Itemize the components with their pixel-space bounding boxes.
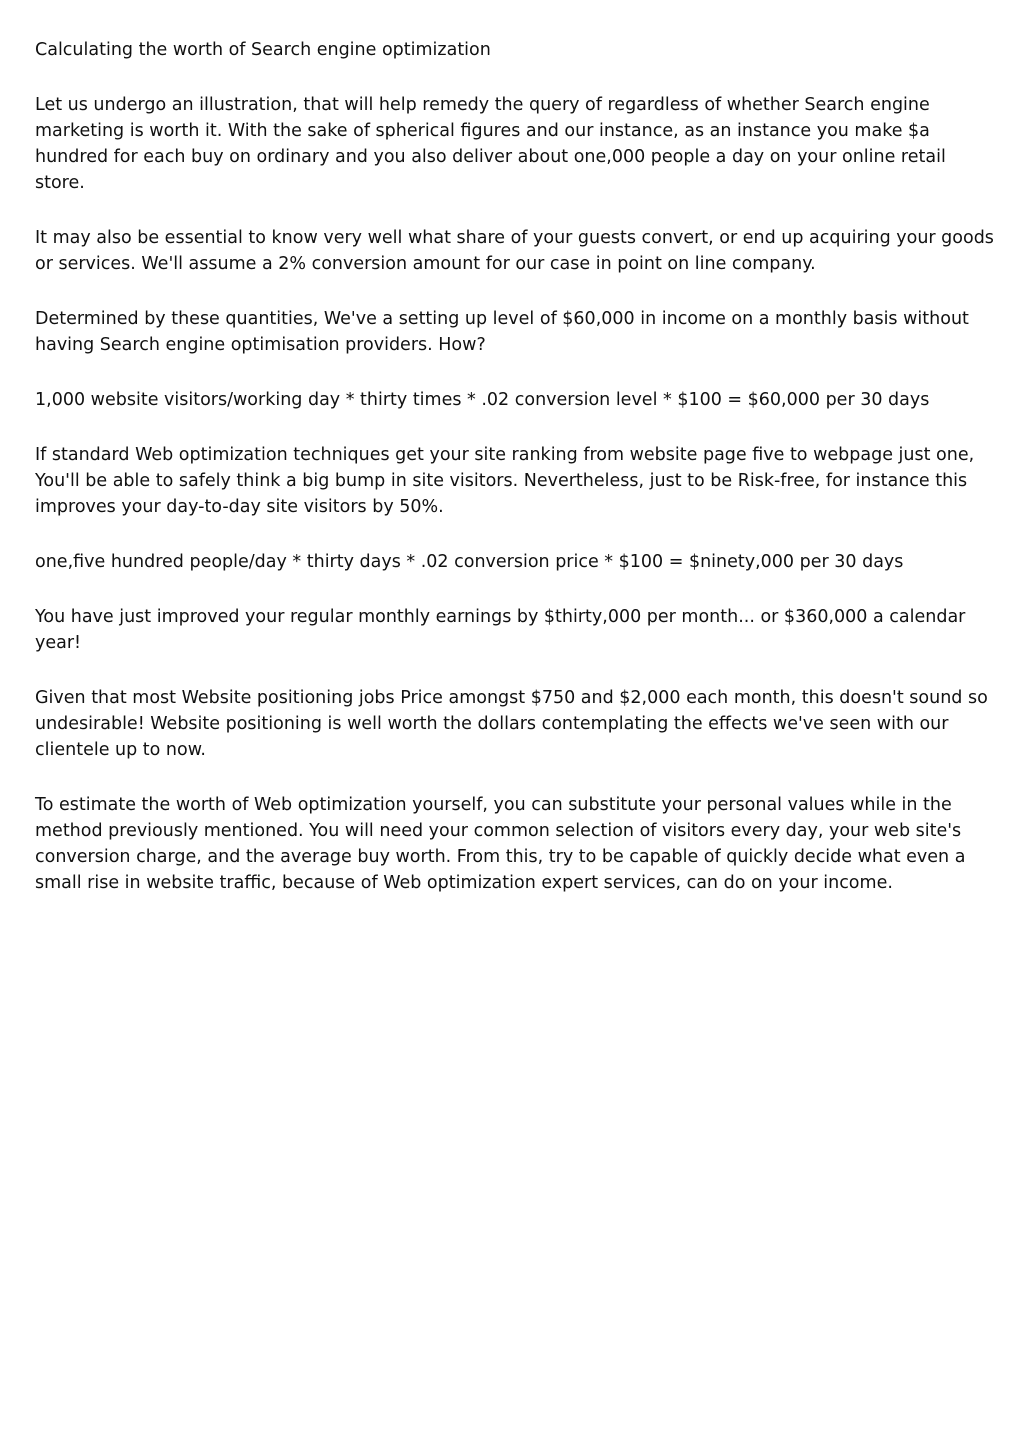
formula-baseline: 1,000 website visitors/working day * thirty times * .02 conversion level * $100 = $60,000 per 30 days [35,390,930,410]
document-page [35,37,995,925]
paragraph-conversion: It may also be essential to know very well what share of your guests convert, or end up acquiring your goods or services. We'll assume a 2% conversion amount for our case in point on line company. [35,228,994,274]
paragraph-cost-comparison: Given that most Website positioning jobs Price amongst $750 and $2,000 each month, this doesn't sound so undesirable! Website positioning is well worth the dollars contemplating the effects we've seen with our clientele up to now. [35,688,988,760]
paragraph-estimate-yourself: To estimate the worth of Web optimization yourself, you can substitute your personal values while in the method previously mentioned. You will need your common selection of visitors every day, your web site's conversion charge, and the average buy worth. From this, try to be capable of quickly decide what even a small rise in website traffic, because of Web optimization expert services, can do on your income. [35,795,966,893]
paragraph-earnings-gain: You have just improved your regular monthly earnings by $thirty,000 per month... or $360,000 a calendar year! [35,607,966,653]
formula-improved: one,five hundred people/day * thirty days * .02 conversion price * $100 = $ninety,000 per 30 days [35,552,904,572]
paragraph-baseline-income: Determined by these quantities, We've a setting up level of $60,000 in income on a monthly basis without having Search engine optimisation providers. How? [35,309,969,355]
document-title: Calculating the worth of Search engine optimization [35,40,491,60]
paragraph-intro: Let us undergo an illustration, that will help remedy the query of regardless of whether Search engine marketing is worth it. With the sake of spherical figures and our instance, as an instance you make $a hundred for each buy on ordinary and you also deliver about one,000 people a day on your online retail store. [35,95,946,193]
paragraph-ranking-improvement: If standard Web optimization techniques get your site ranking from website page five to webpage just one, You'll be able to safely think a big bump in site visitors. Nevertheless, just to be Risk-free, for instance this improves your day-to-day site visitors by 50%. [35,445,975,517]
